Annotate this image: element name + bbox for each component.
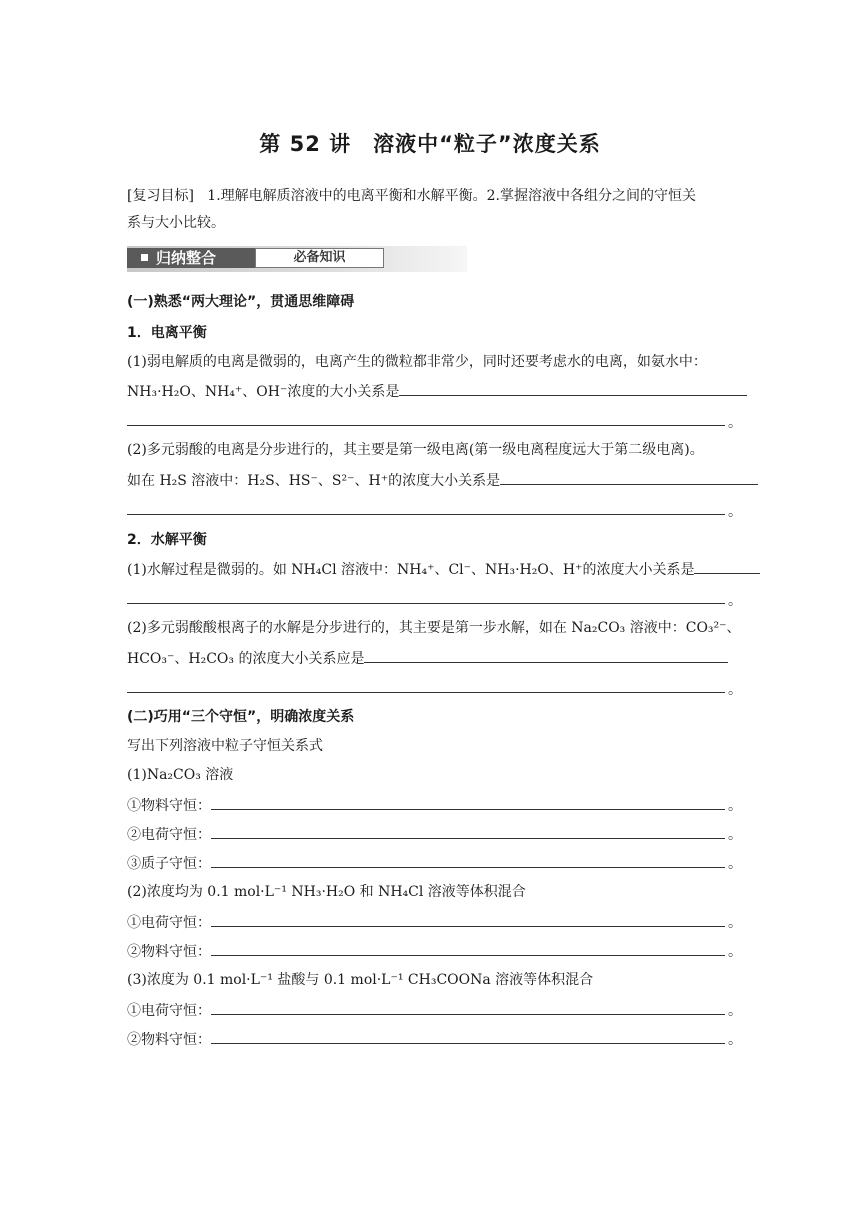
p3-line-1 (127, 559, 760, 580)
banner-dark-label: 归纳整合 (156, 249, 217, 267)
answer-blank[interactable] (211, 1000, 725, 1015)
answer-blank[interactable] (127, 514, 725, 515)
q1-item-c-label: ③质子守恒： (127, 856, 211, 872)
period-mark: 。 (728, 415, 742, 431)
p1-line-2 (127, 381, 747, 402)
period-mark: 。 (728, 856, 742, 872)
q2-item-a (127, 912, 725, 933)
q1-item-c (127, 853, 725, 874)
p4-line-2-text: HCO₃⁻、H₂CO₃ 的浓度大小关系应是 (127, 651, 365, 667)
section2-intro: 写出下列溶液中粒子守恒关系式 (127, 738, 323, 754)
question-2: (2)浓度均为 0.1 mol·L⁻¹ NH₃·H₂O 和 NH₄Cl 溶液等体积混合 (127, 884, 526, 900)
period-mark: 。 (728, 504, 742, 520)
period-mark: 。 (728, 798, 742, 814)
objectives-label: [复习目标] (127, 188, 194, 204)
p2-line-1: (2)多元弱酸的电离是分步进行的，其主要是第一级电离(第一级电离程度远大于第二级电离)。 (127, 442, 704, 458)
p4-line-2 (127, 648, 728, 669)
q3-item-a-label: ①电荷守恒： (127, 1003, 211, 1019)
answer-blank[interactable] (211, 795, 725, 810)
answer-blank[interactable] (127, 603, 725, 604)
objectives-line-2: 系与大小比较。 (127, 215, 225, 231)
q1-item-b (127, 824, 725, 845)
q3-item-a (127, 1000, 725, 1021)
question-3: (3)浓度为 0.1 mol·L⁻¹ 盐酸与 0.1 mol·L⁻¹ CH₃COONa 溶液等体积混合 (127, 972, 594, 988)
q3-item-b (127, 1029, 725, 1050)
answer-blank[interactable] (127, 692, 725, 693)
square-icon (141, 254, 148, 261)
section1-heading: (一)熟悉“两大理论”，贯通思维障碍 (127, 294, 355, 310)
objectives-line-1 (127, 186, 696, 206)
answer-blank[interactable] (127, 425, 725, 426)
period-mark: 。 (728, 944, 742, 960)
answer-blank[interactable] (694, 559, 760, 574)
period-mark: 。 (728, 593, 742, 609)
question-1: (1)Na₂CO₃ 溶液 (127, 767, 234, 783)
period-mark: 。 (728, 1003, 742, 1019)
answer-blank[interactable] (399, 381, 747, 396)
objectives-text-1: 1.理解电解质溶液中的电离平衡和水解平衡。2.掌握溶液中各组分之间的守恒关 (207, 188, 697, 204)
q1-item-a-label: ①物料守恒： (127, 798, 211, 814)
p2-line-2 (127, 470, 758, 491)
q2-item-b-label: ②物料守恒： (127, 944, 211, 960)
section1-sub1: 1．电离平衡 (127, 325, 207, 341)
answer-blank[interactable] (500, 470, 758, 485)
period-mark: 。 (728, 915, 742, 931)
section2-heading: (二)巧用“三个守恒”，明确浓度关系 (127, 709, 355, 725)
answer-blank[interactable] (211, 824, 725, 839)
answer-blank[interactable] (211, 1029, 725, 1044)
q1-item-a (127, 795, 725, 816)
period-mark: 。 (728, 1032, 742, 1048)
q2-item-a-label: ①电荷守恒： (127, 915, 211, 931)
answer-blank[interactable] (364, 648, 728, 663)
p1-line-2-text: NH₃·H₂O、NH₄⁺、OH⁻浓度的大小关系是 (127, 384, 400, 400)
period-mark: 。 (728, 682, 742, 698)
section-banner (127, 246, 467, 272)
p1-line-1: (1)弱电解质的电离是微弱的，电离产生的微粒都非常少，同时还要考虑水的电离，如氨水中： (127, 354, 707, 370)
section1-sub2: 2．水解平衡 (127, 532, 207, 548)
period-mark: 。 (728, 827, 742, 843)
banner-light-tab: 必备知识 (255, 248, 384, 268)
page-title: 第 52 讲 溶液中“粒子”浓度关系 (259, 132, 601, 156)
answer-blank[interactable] (211, 941, 725, 956)
p3-line-1-text: (1)水解过程是微弱的。如 NH₄Cl 溶液中：NH₄⁺、Cl⁻、NH₃·H₂O、H⁺的浓度大小关系是 (127, 562, 695, 578)
banner-dark-tab (127, 248, 255, 268)
q1-item-b-label: ②电荷守恒： (127, 827, 211, 843)
q3-item-b-label: ②物料守恒： (127, 1032, 211, 1048)
q2-item-b (127, 941, 725, 962)
answer-blank[interactable] (211, 853, 725, 868)
answer-blank[interactable] (211, 912, 725, 927)
p4-line-1: (2)多元弱酸酸根离子的水解是分步进行的，其主要是第一步水解，如在 Na₂CO₃ 溶液中：CO₃²⁻、 (127, 620, 741, 636)
p2-line-2-text: 如在 H₂S 溶液中：H₂S、HS⁻、S²⁻、H⁺的浓度大小关系是 (127, 473, 501, 489)
